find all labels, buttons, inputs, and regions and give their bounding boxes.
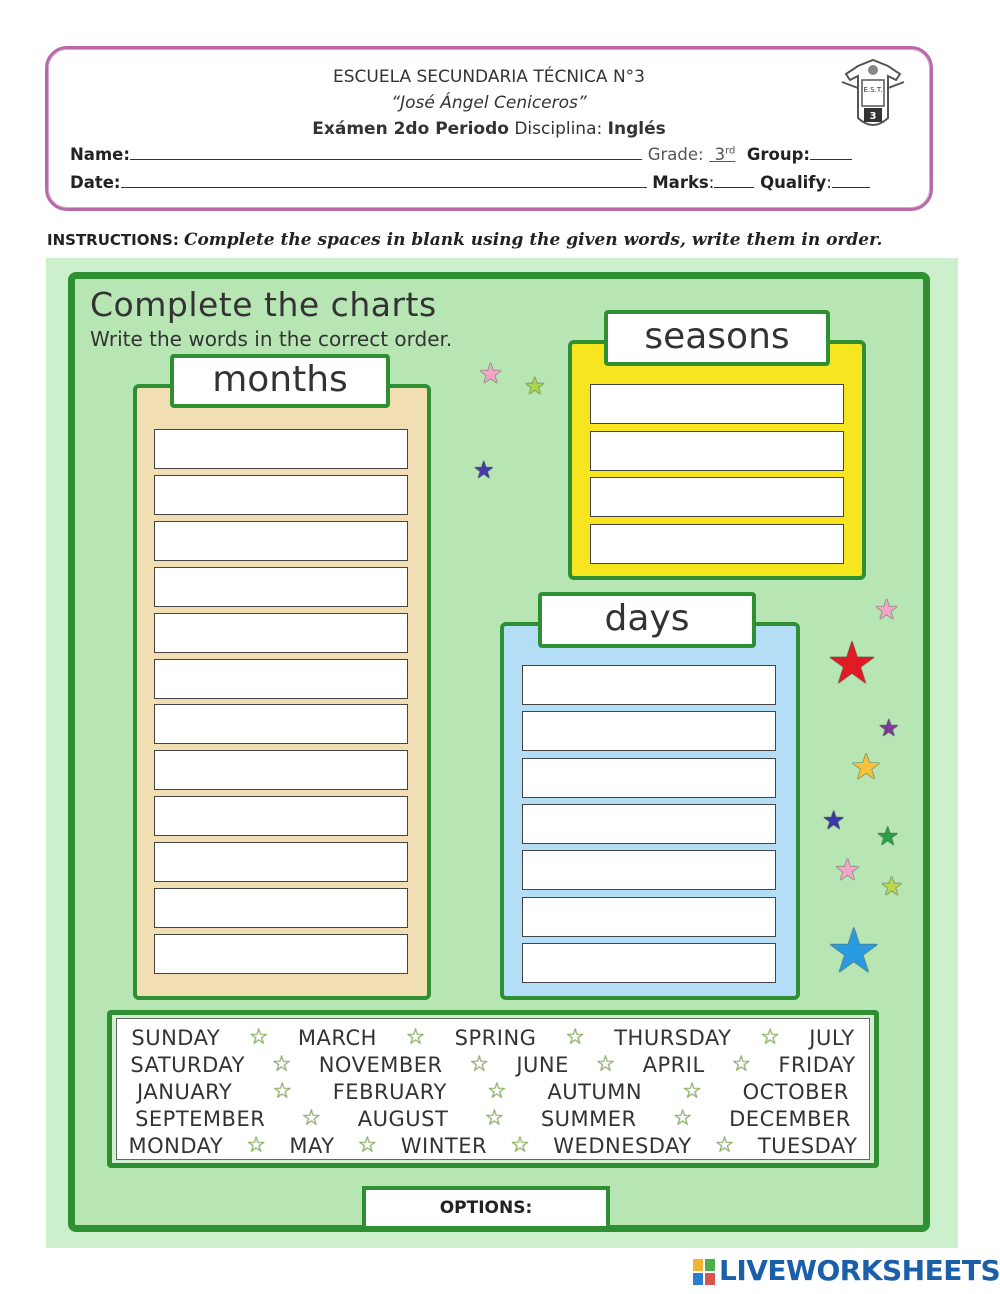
seasons-answer-field[interactable]	[590, 524, 844, 564]
brand-name: LIVEWORKSHEETS	[719, 1254, 1000, 1287]
star-separator-icon: ☆	[301, 1106, 322, 1131]
exam-title: Exámen 2do Periodo	[312, 119, 509, 139]
date-row: Date: Marks: Qualify:	[70, 173, 870, 192]
star-separator-icon: ☆	[672, 1106, 693, 1131]
word-option: THURSDAY	[614, 1025, 732, 1050]
star-separator-icon: ☆	[682, 1079, 703, 1104]
star-icon: ★	[826, 914, 882, 987]
months-answer-field[interactable]	[154, 934, 408, 974]
star-separator-icon: ☆	[760, 1025, 781, 1050]
word-option: MAY	[289, 1133, 335, 1158]
months-answer-field[interactable]	[154, 521, 408, 561]
star-separator-icon: ☆	[510, 1133, 531, 1158]
star-separator-icon: ☆	[248, 1025, 270, 1050]
grade-value: 3rd	[714, 145, 736, 164]
svg-text:3: 3	[869, 111, 877, 122]
star-icon: ★	[880, 872, 904, 902]
seasons-answer-field[interactable]	[590, 384, 844, 424]
word-option: NOVEMBER	[318, 1052, 443, 1077]
star-separator-icon: ☆	[714, 1133, 735, 1158]
star-icon: ★	[834, 853, 861, 888]
word-option: OCTOBER	[742, 1079, 849, 1104]
options-label: OPTIONS:	[362, 1186, 610, 1230]
months-answer-field[interactable]	[154, 429, 408, 469]
star-icon: ★	[822, 806, 846, 836]
instructions-text: Complete the spaces in blank using the given words, write them in order.	[183, 230, 883, 250]
group-label: Group:	[746, 145, 811, 164]
instructions	[47, 230, 882, 250]
word-row	[117, 1025, 869, 1050]
months-answer-field[interactable]	[154, 888, 408, 928]
name-row: Name: Grade: 3rd Group:	[70, 145, 852, 164]
star-icon: ★	[874, 593, 900, 626]
days-answer-field[interactable]	[522, 943, 776, 983]
word-options-list	[116, 1018, 870, 1160]
days-answer-field[interactable]	[522, 758, 776, 798]
word-option: MONDAY	[128, 1133, 224, 1158]
months-answer-field[interactable]	[154, 750, 408, 790]
days-answer-field[interactable]	[522, 850, 776, 890]
grade-label: Grade:	[647, 145, 704, 164]
word-option: SEPTEMBER	[135, 1106, 266, 1131]
days-answer-field[interactable]	[522, 665, 776, 705]
svg-text:E.S.T.: E.S.T.	[863, 86, 883, 94]
star-icon: ★	[876, 822, 900, 852]
word-option: WINTER	[400, 1133, 488, 1158]
name-field[interactable]	[130, 145, 642, 160]
discipline-value: Inglés	[607, 119, 666, 139]
seasons-answer-field[interactable]	[590, 431, 844, 471]
name-label: Name	[70, 145, 124, 164]
word-row	[117, 1052, 869, 1077]
word-row	[117, 1133, 869, 1158]
star-separator-icon: ☆	[357, 1133, 378, 1158]
months-title: months	[170, 354, 390, 408]
brand-logo	[693, 1254, 1000, 1287]
word-option: JANUARY	[137, 1079, 233, 1104]
days-answer-field[interactable]	[522, 897, 776, 937]
days-answer-field[interactable]	[522, 711, 776, 751]
word-option: SUNDAY	[131, 1025, 221, 1050]
word-option: MARCH	[297, 1025, 377, 1050]
star-separator-icon: ☆	[469, 1052, 490, 1077]
date-field[interactable]	[121, 173, 647, 188]
star-icon: ★	[826, 629, 878, 697]
word-option: AUGUST	[357, 1106, 449, 1131]
discipline-label: Disciplina:	[514, 119, 603, 139]
word-option: DECEMBER	[729, 1106, 851, 1131]
star-separator-icon: ☆	[246, 1133, 267, 1158]
word-row	[117, 1079, 869, 1104]
school-line: ESCUELA SECUNDARIA TÉCNICA N°3	[333, 67, 645, 87]
star-icon: ★	[878, 714, 900, 742]
qualify-label: Qualify	[760, 173, 827, 192]
worksheet-title: Complete the charts	[90, 285, 437, 324]
star-icon: ★	[524, 372, 546, 400]
word-option: TUESDAY	[757, 1133, 858, 1158]
qualify-field[interactable]	[832, 173, 870, 188]
star-icon: ★	[850, 747, 883, 788]
exam-line	[48, 119, 930, 139]
marks-field[interactable]	[714, 173, 754, 188]
months-answer-field[interactable]	[154, 659, 408, 699]
exam-header	[45, 46, 933, 211]
months-answer-field[interactable]	[154, 475, 408, 515]
word-option: WEDNESDAY	[553, 1133, 692, 1158]
months-answer-field[interactable]	[154, 796, 408, 836]
seasons-answer-field[interactable]	[590, 477, 844, 517]
word-row	[117, 1106, 869, 1131]
star-icon: ★	[473, 456, 495, 484]
group-field[interactable]	[810, 145, 852, 160]
word-option: JULY	[809, 1025, 855, 1050]
school-name-line: “José Ángel Ceniceros”	[391, 93, 587, 113]
worksheet-subtitle: Write the words in the correct order.	[90, 327, 453, 351]
seasons-title: seasons	[604, 310, 830, 366]
days-answer-field[interactable]	[522, 804, 776, 844]
months-answer-field[interactable]	[154, 613, 408, 653]
star-separator-icon: ☆	[731, 1052, 752, 1077]
date-label: Date:	[70, 173, 121, 192]
months-answer-field[interactable]	[154, 704, 408, 744]
marks-label: Marks	[652, 173, 709, 192]
word-option: AUTUMN	[547, 1079, 643, 1104]
star-separator-icon: ☆	[271, 1052, 292, 1077]
months-answer-field[interactable]	[154, 842, 408, 882]
word-option: SATURDAY	[130, 1052, 245, 1077]
word-option: JUNE	[516, 1052, 569, 1077]
months-answer-field[interactable]	[154, 567, 408, 607]
word-option: FEBRUARY	[332, 1079, 447, 1104]
word-option: SUMMER	[540, 1106, 637, 1131]
instructions-label: INSTRUCTIONS:	[47, 231, 179, 249]
days-title: days	[538, 592, 756, 648]
star-icon: ★	[478, 357, 504, 390]
liveworksheets-icon	[693, 1259, 715, 1285]
star-separator-icon: ☆	[272, 1079, 293, 1104]
word-option: APRIL	[642, 1052, 705, 1077]
star-separator-icon: ☆	[487, 1079, 508, 1104]
word-option: FRIDAY	[778, 1052, 856, 1077]
star-separator-icon: ☆	[565, 1025, 586, 1050]
star-separator-icon: ☆	[405, 1025, 426, 1050]
word-option: SPRING	[454, 1025, 537, 1050]
school-logo	[838, 58, 908, 136]
star-separator-icon: ☆	[595, 1052, 616, 1077]
star-separator-icon: ☆	[484, 1106, 505, 1131]
